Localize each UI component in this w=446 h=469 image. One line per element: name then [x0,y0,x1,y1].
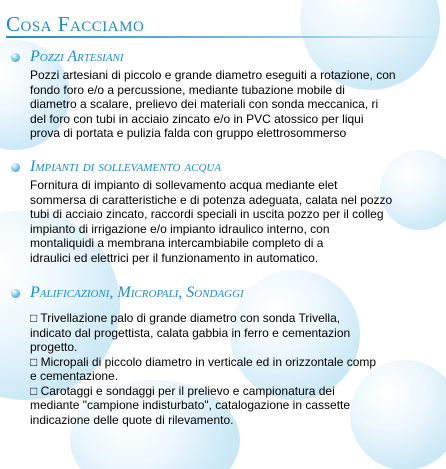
section-body [30,311,446,427]
section-impianti-sollevamento [0,158,446,265]
body-line: fondo foro e/o a percussione, mediante tubazione mobile di [30,82,345,97]
section-pozzi-artesiani [0,48,446,141]
body-line: prova di portata e pulizia falda con gruppo elettrosommerso [30,126,347,140]
body-line: indicazione delle quote di rilevamento. [30,412,234,427]
bullet-dot-icon [11,163,20,172]
section-title: Palificazioni, Micropali, Sondaggi [30,284,244,301]
body-line: indicato dal progettista, calata gabbia in ferro e cementazion [30,325,351,340]
body-line: tubi di acciaio zincato, raccordi speciali in uscita pozzo per il colleg [30,207,384,221]
body-line: montaliquidi a membrana intercambiabile completo di a [30,236,324,250]
title-divider [6,36,446,38]
body-line: Fornitura di impianto di sollevamento acqua mediante elet [30,178,338,192]
body-line: e cementazione. [30,369,119,383]
section-header [0,48,446,66]
body-line: progetto. [30,340,78,354]
body-line: □ Trivellazione palo di grande diametro con sonda Trivella, [30,311,341,325]
section-palificazioni [0,284,446,427]
body-line: □ Micropali di piccolo diametro in verticale ed in orizzontale comp [30,354,377,369]
body-line: Pozzi artesiani di piccolo e grande diametro eseguiti a rotazione, con [30,68,396,82]
body-line: del foro con tubi in acciaio zincato e/o in PVC atossico per liqui [30,111,364,126]
body-line: sommersa di caratteristiche e di potenza adeguata, calata nel pozzo [30,192,393,207]
body-line: □ Carotaggi e sondaggi per il prelievo e campionatura dei [30,383,335,398]
section-body [30,68,446,141]
bullet-dot-icon [11,53,20,62]
body-line: impianto di irrigazione e/o impianto idraulico interno, con [30,221,330,236]
body-line: mediante "campione indisturbato", catalogazione in cassette [30,398,351,412]
section-title: Pozzi Artesiani [30,48,124,65]
section-title: Impianti di sollevamento acqua [30,158,222,175]
section-header [0,158,446,176]
body-line: idraulici ed elettrici per il funzionamento in automatico. [30,250,319,265]
section-body [30,178,446,265]
page-title: Cosa Facciamo [6,12,145,36]
bullet-dot-icon [11,289,20,298]
section-header [0,284,446,302]
body-line: diametro a scalare, prelievo dei materiali con sonda meccanica, ri [30,97,379,111]
